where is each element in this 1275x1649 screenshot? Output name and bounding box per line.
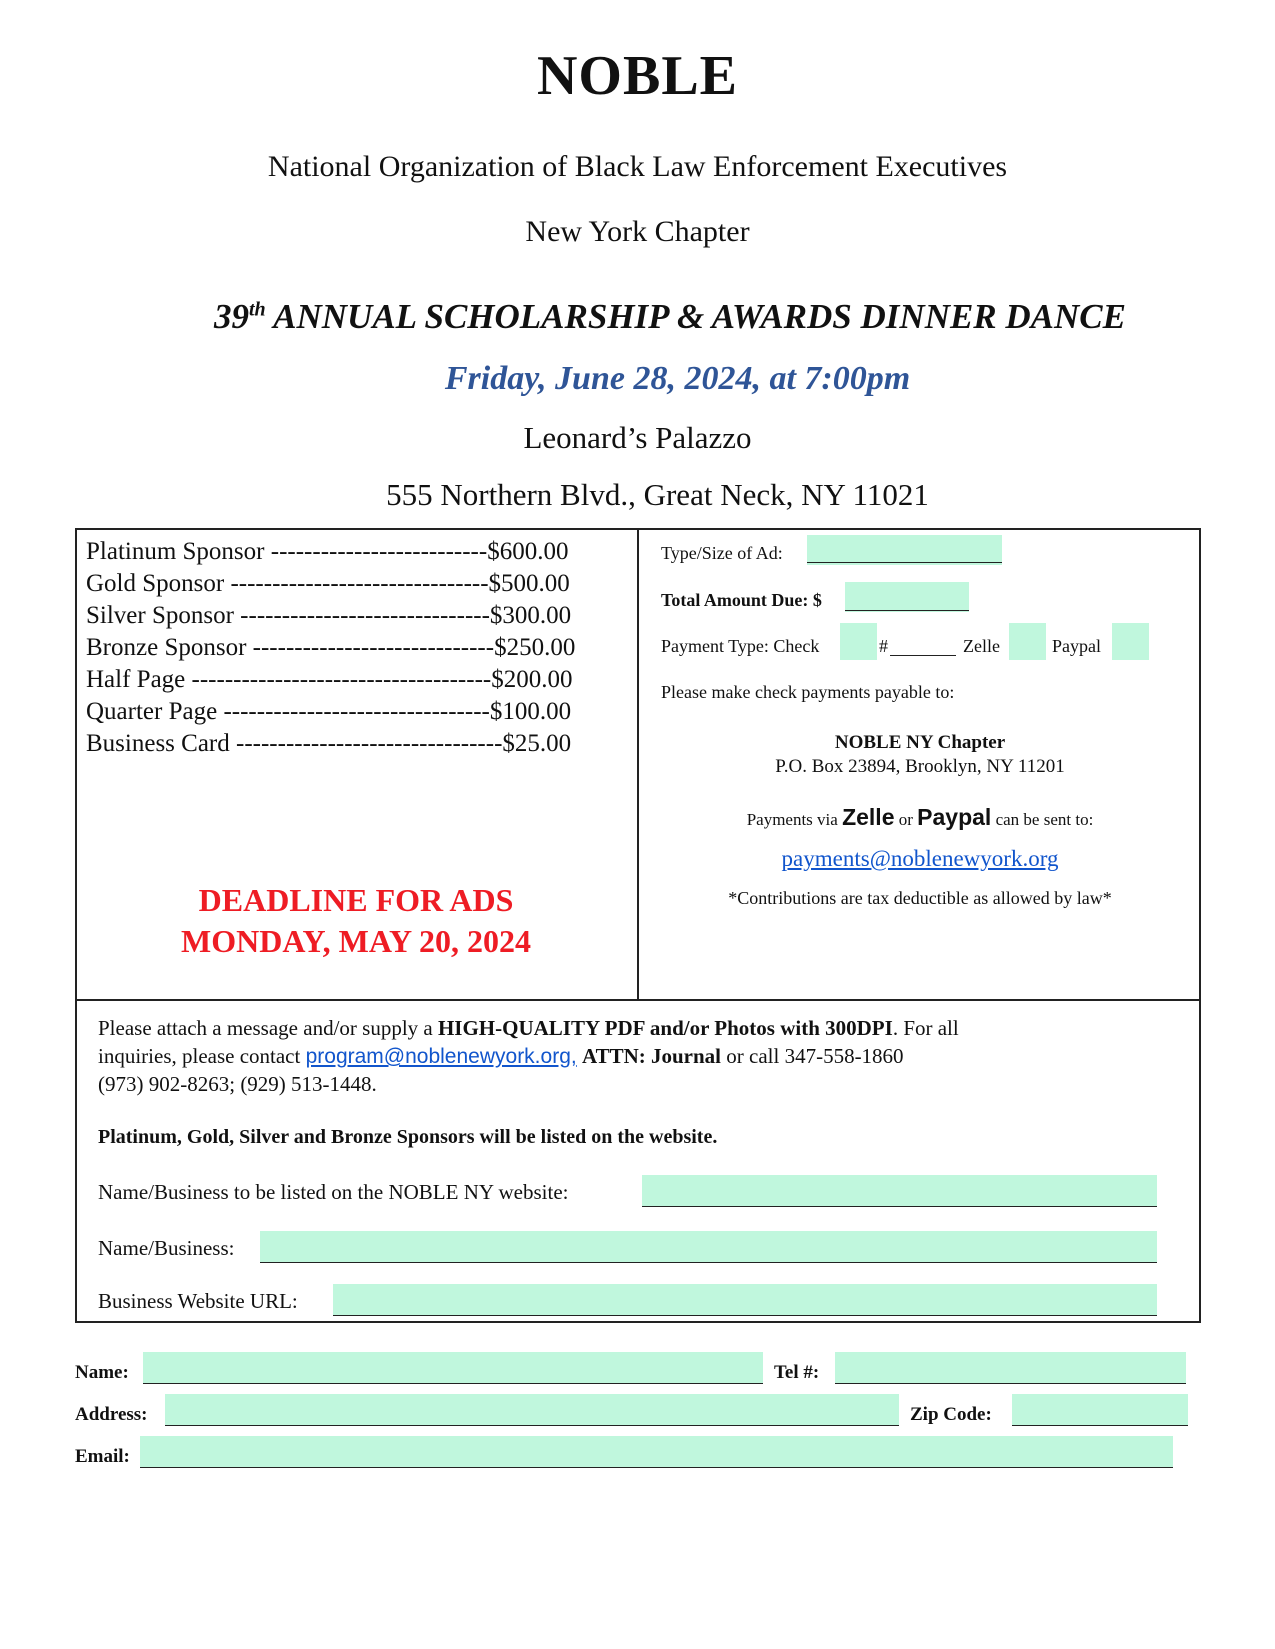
event-title-text: ANNUAL SCHOLARSHIP & AWARDS DINNER DANCE [273,297,1126,336]
tax-deductible-note: *Contributions are tax deductible as allowed by law* [728,888,1112,908]
check-checkbox[interactable] [840,623,877,660]
address-label: Address: [75,1404,148,1425]
type-size-underline [807,562,1002,563]
payee-name: NOBLE NY Chapter [834,732,1006,753]
name-underline [143,1383,763,1384]
price-silver: Silver Sponsor ------------------------------$300.00 [86,602,572,629]
type-size-label: Type/Size of Ad: [661,543,783,563]
instructions-part-4: or call 347-558-1860 [721,1044,904,1068]
payments-via-note [640,804,1200,831]
ad-deadline [75,880,637,962]
column-divider [637,528,639,1001]
org-acronym-title: NOBLE [536,45,739,107]
program-email-link[interactable]: program@noblenewyork.org, [305,1045,577,1068]
zelle-checkbox[interactable] [1009,623,1046,660]
type-size-field[interactable] [807,535,1002,565]
price-bronze: Bronze Sponsor -----------------------------$250.00 [86,634,576,661]
payment-type-label: Payment Type: Check [661,636,820,656]
listed-name-field[interactable] [642,1175,1157,1207]
deadline-line-2: MONDAY, MAY 20, 2024 [181,923,531,959]
event-title [0,297,1275,337]
name-field[interactable] [143,1352,763,1384]
payment-email-link[interactable] [640,846,1200,872]
contact-phones: (973) 902-8263; (929) 513-1448. [98,1072,377,1096]
website-url-field[interactable] [333,1284,1157,1316]
venue-address: 555 Northern Blvd., Great Neck, NY 11021 [386,477,929,512]
paypal-emphasis: Paypal [917,804,992,830]
price-business-card: Business Card --------------------------------$25.00 [86,730,572,757]
sponsors-listed-note: Platinum, Gold, Silver and Bronze Sponsors will be listed on the website. [98,1126,718,1148]
website-url-label: Business Website URL: [98,1289,298,1313]
payee-address: P.O. Box 23894, Brooklyn, NY 11201 [775,756,1065,777]
instructions-line-1 [98,1016,959,1041]
address-underline [165,1425,899,1426]
instructions-line-2 [98,1044,904,1069]
venue-name: Leonard’s Palazzo [523,420,752,455]
price-gold: Gold Sponsor -------------------------------$500.00 [86,570,570,597]
org-full-name: National Organization of Black Law Enforcement Executives [267,150,1008,183]
zip-code-field[interactable] [1012,1394,1188,1426]
payments-via-prefix: Payments via [746,810,838,829]
address-field[interactable] [165,1394,899,1426]
chapter-name: New York Chapter [525,215,750,248]
listed-name-label: Name/Business to be listed on the NOBLE NY website: [98,1180,569,1204]
name-business-label: Name/Business: [98,1236,235,1260]
payment-email-text: payments@noblenewyork.org [781,846,1059,871]
name-business-underline [260,1262,1157,1263]
total-amount-label: Total Amount Due: $ [661,590,822,610]
payments-via-suffix: can be sent to: [995,810,1094,829]
listed-name-underline [642,1206,1157,1207]
instructions-bold: HIGH-QUALITY PDF and/or Photos with 300DPI [437,1016,893,1040]
price-half-page: Half Page ------------------------------------$200.00 [86,666,573,693]
tel-field[interactable] [835,1352,1186,1384]
payments-via-or: or [898,810,913,829]
website-url-underline [333,1315,1157,1316]
event-date: Friday, June 28, 2024, at 7:00pm [444,360,911,397]
event-number: 39 [214,297,249,336]
total-amount-field[interactable] [845,582,969,612]
price-quarter-page: Quarter Page --------------------------------$100.00 [86,698,572,725]
instructions-part-2: . For all [892,1016,959,1040]
zelle-emphasis: Zelle [842,804,895,830]
paypal-checkbox[interactable] [1112,623,1149,660]
deadline-line-1: DEADLINE FOR ADS [198,882,514,918]
name-business-field[interactable] [260,1231,1157,1263]
payable-note: Please make check payments payable to: [661,682,955,702]
check-number-line [890,655,956,656]
zip-code-label: Zip Code: [910,1404,992,1425]
price-platinum: Platinum Sponsor --------------------------$600.00 [86,538,569,565]
name-label: Name: [75,1362,129,1383]
event-number-suffix: th [249,298,266,321]
email-underline [140,1467,1173,1468]
tel-underline [835,1383,1186,1384]
email-label: Email: [75,1446,130,1467]
paypal-label: Paypal [1052,636,1101,656]
instructions-part-1: Please attach a message and/or supply a [98,1016,438,1040]
instructions-part-3: inquiries, please contact [98,1044,306,1068]
attn-journal: ATTN: Journal [581,1044,722,1068]
email-field[interactable] [140,1436,1173,1468]
zelle-label: Zelle [963,636,1000,656]
check-number-hash: # [879,636,888,656]
total-amount-underline [845,610,969,611]
tel-label: Tel #: [774,1362,820,1383]
zip-code-underline [1012,1425,1188,1426]
